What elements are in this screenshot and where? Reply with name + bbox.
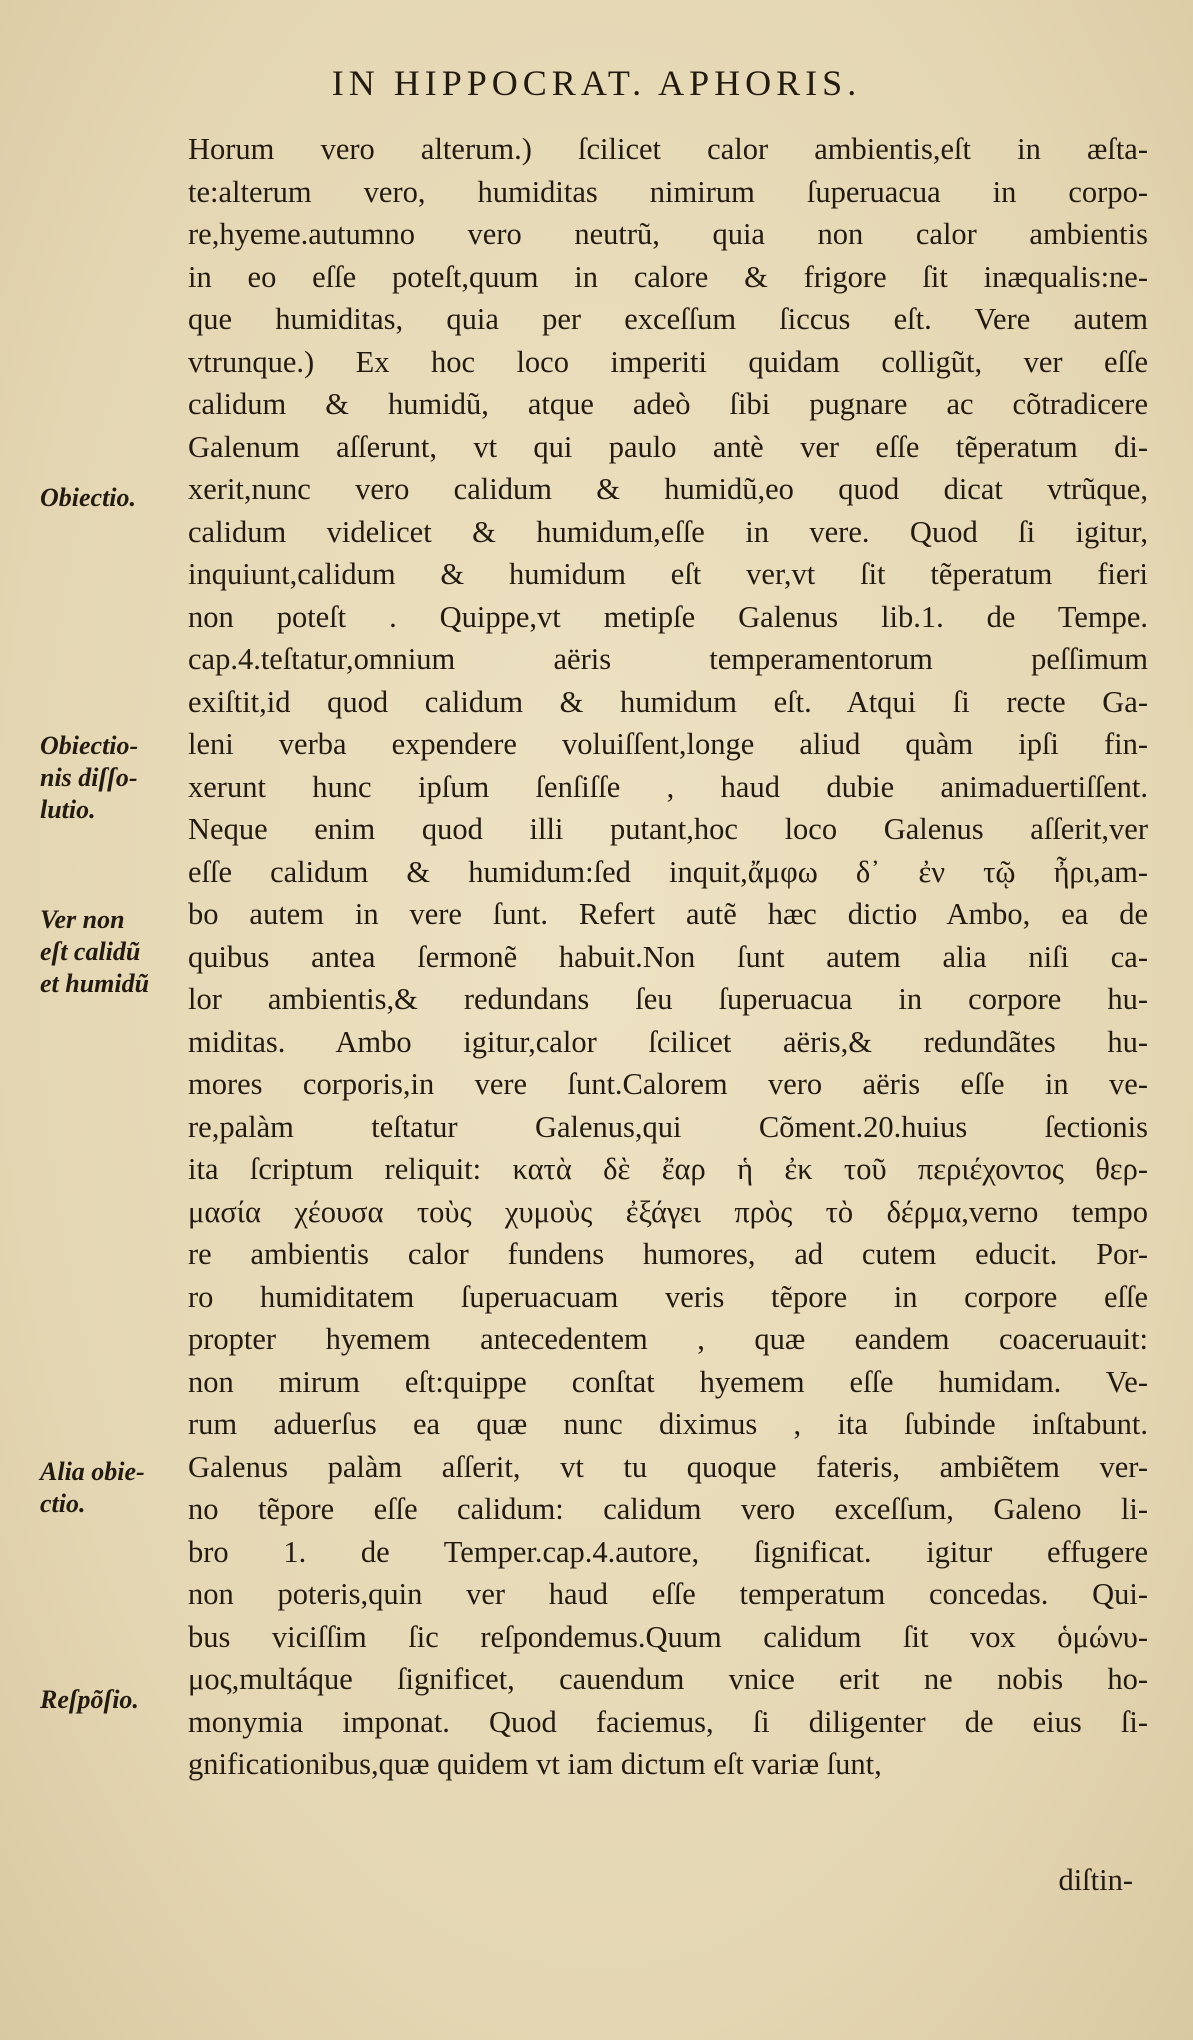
text-line: miditas. Ambo igitur,calor ſcilicet aëris,& redundãtes hu-: [188, 1024, 1148, 1059]
margin-note-line: eſt calidũ: [40, 937, 141, 966]
margin-note-line: ctio.: [40, 1489, 86, 1518]
text-line: exiſtit,id quod calidum & humidum eſt. Atqui ſi recte Ga-: [188, 684, 1148, 719]
text-line: calidum & humidũ, atque adeò ſibi pugnare ac cõtradicere: [188, 387, 1148, 421]
text-line: lor ambientis,& redundans ſeu ſuperuacua in corpore hu-: [188, 982, 1148, 1016]
margin-note-spring-not-hot-and-humid: [40, 904, 190, 1000]
margin-note-line: Alia obie-: [40, 1457, 145, 1486]
margin-note-objection-resolution: [40, 730, 190, 826]
margin-note-objection: [40, 482, 190, 514]
body-text: [188, 128, 1148, 1786]
text-line: Neque enim quod illi putant,hoc loco Galenus aſſerit,ver: [188, 812, 1148, 846]
text-line: non mirum eſt:quippe conſtat hyemem eſſe humidam. Ve-: [188, 1364, 1148, 1399]
text-line: re ambientis calor fundens humores, ad cutem educit. Por-: [188, 1237, 1148, 1271]
text-line: no tẽpore eſſe calidum: calidum vero exceſſum, Galeno li-: [188, 1492, 1148, 1526]
text-line: non poteris,quin ver haud eſſe temperatum concedas. Qui-: [188, 1577, 1148, 1611]
text-line: inquiunt,calidum & humidum eſt ver,vt ſit tẽperatum fieri: [188, 557, 1148, 591]
text-line: Horum vero alterum.) ſcilicet calor ambientis,eſt in æſta-: [188, 132, 1148, 166]
text-line: te:alterum vero, humiditas nimirum ſuperuacua in corpo-: [188, 174, 1148, 209]
text-line: vtrunque.) Ex hoc loco imperiti quidam colligũt, ver eſſe: [188, 344, 1148, 379]
margin-note-line: Obiectio.: [40, 483, 137, 512]
margin-note-line: et humidũ: [40, 969, 150, 998]
text-line: monymia imponat. Quod faciemus, ſi diligenter de eius ſi-: [188, 1704, 1148, 1739]
running-head: IN HIPPOCRAT. APHORIS.: [331, 63, 862, 103]
text-line: re,hyeme.autumno vero neutrũ, quia non calor ambientis: [188, 217, 1148, 251]
text-line: eſſe calidum & humidum:ſed inquit,ἄμφω δ᾽ ἐν τῷ ἦρι,am-: [188, 854, 1148, 889]
text-line: que humiditas, quia per exceſſum ſiccus eſt. Vere autem: [188, 302, 1148, 336]
text-line: μος,multáque ſignificet, cauendum vnice erit ne nobis ho-: [188, 1662, 1148, 1696]
margin-note-line: Reſpõſio.: [40, 1685, 139, 1714]
margin-note-line: Ver non: [40, 905, 125, 934]
text-line: non poteſt . Quippe,vt metipſe Galenus lib.1. de Tempe.: [188, 599, 1148, 634]
text-line: xerit,nunc vero calidum & humidũ,eo quod dicat vtrũque,: [188, 472, 1148, 506]
margin-note-line: Obiectio-: [40, 731, 139, 760]
text-line: bro 1. de Temper.cap.4.autore, ſignificat. igitur effugere: [188, 1534, 1148, 1569]
text-line: bus viciſſim ſic reſpondemus.Quum calidum ſit vox ὁμώνυ-: [188, 1619, 1148, 1654]
text-line: cap.4.teſtatur,omnium aëris temperamentorum peſſimum: [188, 642, 1148, 676]
text-line: in eo eſſe poteſt,quum in calore & frigore ſit inæqualis:ne-: [188, 259, 1148, 294]
text-line: rum aduerſus ea quæ nunc diximus , ita ſubinde inſtabunt.: [188, 1407, 1148, 1441]
text-line: quibus antea ſermonẽ habuit.Non ſunt autem alia niſi ca-: [188, 939, 1148, 974]
text-line: leni verba expendere voluiſſent,longe aliud quàm ipſi fin-: [188, 727, 1148, 761]
text-line: propter hyemem antecedentem , quæ eandem coaceruauit:: [188, 1322, 1148, 1356]
text-line: ita ſcriptum reliquit: κατὰ δὲ ἔαρ ἡ ἐκ τοῦ περιέχοντος θερ-: [188, 1152, 1148, 1186]
text-line: bo autem in vere ſunt. Refert autẽ hæc dictio Ambo, ea de: [188, 897, 1148, 931]
text-line: xerunt hunc ipſum ſenſiſſe , haud dubie animaduertiſſent.: [188, 769, 1148, 804]
text-line: gnificationibus,quæ quidem vt iam dictum eſt variæ ſunt,: [188, 1747, 882, 1781]
margin-note-line: lutio.: [40, 795, 96, 824]
catchword: diſtin-: [1058, 1863, 1133, 1897]
text-line: ro humiditatem ſuperuacuam veris tẽpore in corpore eſſe: [188, 1279, 1148, 1314]
text-line: μασία χέουσα τοὺς χυμοὺς ἐξάγει πρὸς τὸ δέρμα,verno tempo: [188, 1194, 1148, 1229]
margin-note-line: nis diſſo-: [40, 763, 138, 792]
text-line: Galenus palàm aſſerit, vt tu quoque fateris, ambiẽtem ver-: [188, 1449, 1148, 1484]
text-line: re,palàm teſtatur Galenus,qui Cõment.20.huius ſectionis: [188, 1109, 1148, 1144]
text-line: calidum videlicet & humidum,eſſe in vere. Quod ſi igitur,: [188, 514, 1148, 549]
text-line: Galenum aſſerunt, vt qui paulo antè ver eſſe tẽperatum di-: [188, 429, 1148, 464]
margin-note-response: [40, 1684, 190, 1716]
text-line: mores corporis,in vere ſunt.Calorem vero aëris eſſe in ve-: [188, 1067, 1148, 1101]
margin-note-another-objection: [40, 1456, 190, 1520]
